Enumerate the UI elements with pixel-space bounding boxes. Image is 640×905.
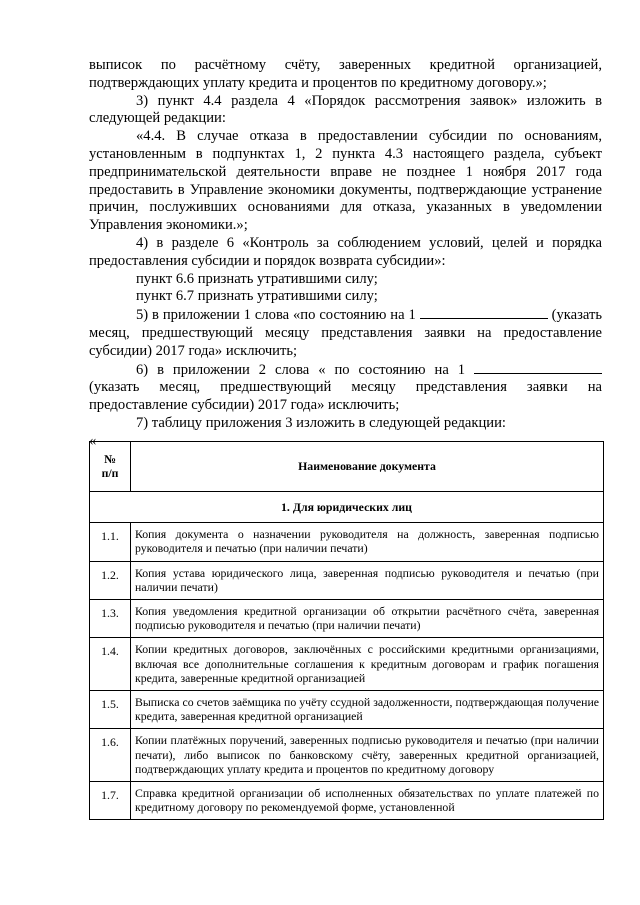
row-document: Справка кредитной организации об исполненных обязательствах по уплате платежей по кредитному договору по рекомендуемой форме, установленной <box>131 782 604 820</box>
row-number: 1.3. <box>90 600 131 638</box>
header-number: № п/п <box>90 442 131 492</box>
paragraph-point-6-7: пункт 6.7 признать утратившими силу; <box>136 288 378 305</box>
row-document: Копии кредитных договоров, заключённых с российскими кредитными организациями, включая все дополнительные соглашения к кредитным договорам и график погашения кредита, заверенные кредитной организацией <box>131 638 604 691</box>
item-5-blank-line <box>420 306 548 319</box>
paragraph-clause-4-4: «4.4. В случае отказа в предоставлении субсидии по основаниям, установленным в подпунктах 1, 2 пункта 4.3 настоящего раздела, субъект предпринимательской деятельности вправе не позднее 1 ноября 2017 года предоставить в Управление экономики документы, подтверждающие устранение причин, послуживших основаниями для отказа, указанных в уведомлении Управления экономики.»; <box>89 128 602 234</box>
row-number: 1.5. <box>90 691 131 729</box>
row-number: 1.2. <box>90 561 131 599</box>
table-row <box>90 600 604 638</box>
table-row <box>90 782 604 820</box>
row-document: Копия уведомления кредитной организации об открытии расчётного счёта, заверенная подписью руководителя и печатью (при наличии печати) <box>131 600 604 638</box>
table-row <box>90 561 604 599</box>
section-legal-entities: 1. Для юридических лиц <box>90 492 604 523</box>
paragraph-item-4: 4) в разделе 6 «Контроль за соблюдением условий, целей и порядка предоставления субсидии и порядок возврата субсидии»: <box>89 234 602 269</box>
table-row <box>90 638 604 691</box>
quote-open-mark: « <box>89 432 97 449</box>
paragraph-continuation: выписок по расчётному счёту, заверенных кредитной организацией, подтверждающих уплату кредита и процентов по кредитному договору.»; <box>89 57 602 91</box>
item-6-before: 6) в приложении 2 слова « по состоянию на 1 <box>136 361 466 378</box>
documents-table <box>89 441 604 820</box>
header-document-name: Наименование документа <box>131 442 604 492</box>
item-6-blank-line <box>474 361 602 374</box>
paragraph-item-6 <box>89 361 602 415</box>
row-document: Копии платёжных поручений, заверенных подписью руководителя и печатью (при наличии печати), либо выписок по банковскому счёту, заверенных кредитной организацией, подтверждающих уплату кредита и процентов по кредитному договору <box>131 729 604 782</box>
row-document: Копия устава юридического лица, заверенная подписью руководителя и печатью (при наличии печати) <box>131 561 604 599</box>
table-row <box>90 729 604 782</box>
paragraph-item-3: 3) пункт 4.4 раздела 4 «Порядок рассмотрения заявок» изложить в следующей редакции: <box>89 92 602 127</box>
table-section-row <box>90 492 604 523</box>
row-document: Выписка со счетов заёмщика по учёту ссудной задолженности, подтверждающая получение кредита, заверенная кредитной организацией <box>131 691 604 729</box>
item-5-after: (указать месяц, предшествующий месяцу представления заявки на предоставление субсидии) 2017 года» исключить; <box>89 307 602 359</box>
paragraph-point-6-6: пункт 6.6 признать утратившими силу; <box>136 270 378 287</box>
paragraph-item-7: 7) таблицу приложения 3 изложить в следующей редакции: <box>136 414 506 431</box>
item-5-before: 5) в приложении 1 слова «по состоянию на 1 <box>136 307 416 324</box>
row-document: Копия документа о назначении руководителя на должность, заверенная подписью руководителя и печатью (при наличии печати) <box>131 523 604 561</box>
row-number: 1.7. <box>90 782 131 820</box>
paragraph-item-5 <box>89 306 602 360</box>
row-number: 1.6. <box>90 729 131 782</box>
row-number: 1.4. <box>90 638 131 691</box>
document-body <box>89 57 602 449</box>
item-6-after: (указать месяц, предшествующий месяцу представления заявки на предоставление субсидии) 2017 года» исключить; <box>89 379 602 414</box>
table-row <box>90 691 604 729</box>
row-number: 1.1. <box>90 523 131 561</box>
table-header-row <box>90 442 604 492</box>
table-row <box>90 523 604 561</box>
